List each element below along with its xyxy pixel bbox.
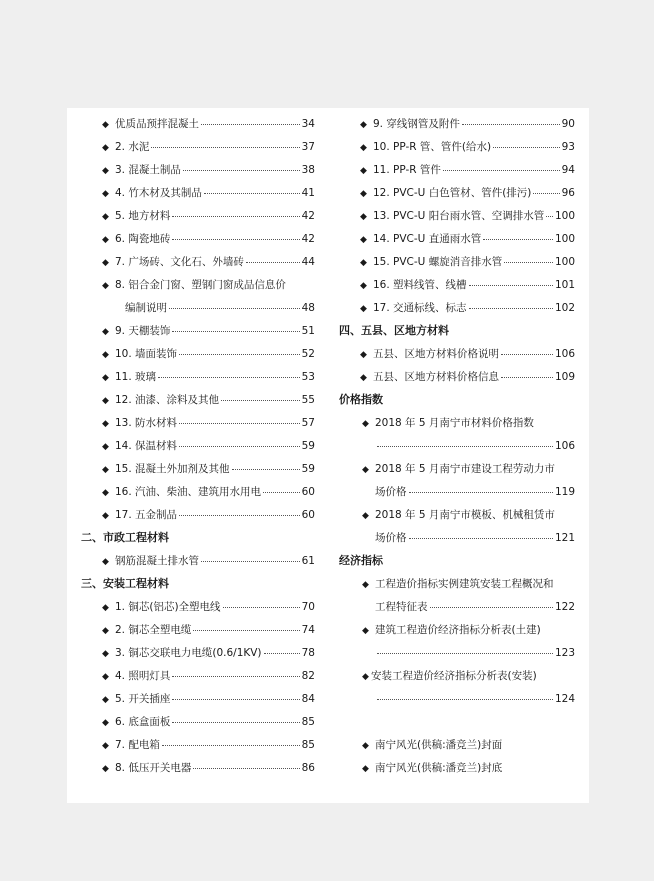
toc-entry[interactable]: ◆ 2018 年 5 月南宁市建设工程劳动力市 — [362, 461, 575, 478]
toc-entry[interactable]: ◆ 8. 铝合金门窗、塑钢门窗成品信息价 — [102, 277, 315, 294]
diamond-icon: ◆ — [362, 465, 369, 475]
diamond-icon: ◆ — [102, 281, 109, 291]
diamond-icon: ◆ — [362, 626, 369, 636]
toc-entry[interactable]: ◆ 4. 照明灯具 82 — [102, 668, 315, 685]
diamond-icon: ◆ — [102, 235, 109, 245]
toc-entry[interactable]: ◆ 9. 穿线钢管及附件 90 — [360, 116, 575, 133]
toc-entry[interactable]: ◆ 11. 玻璃 53 — [102, 369, 315, 386]
toc-entry-continuation[interactable]: 123 — [375, 645, 575, 661]
diamond-icon: ◆ — [360, 350, 367, 360]
toc-entry[interactable]: ◆ 10. 墙面装饰 52 — [102, 346, 315, 363]
diamond-icon: ◆ — [102, 442, 109, 452]
diamond-icon: ◆ — [360, 166, 367, 176]
toc-entry-continuation[interactable]: 场价格 119 — [375, 486, 575, 498]
toc-entry[interactable]: ◆ 工程造价指标实例建筑安装工程概况和 — [362, 576, 575, 593]
toc-entry[interactable]: ◆ 安装工程造价经济指标分析表(安装) — [362, 668, 575, 685]
toc-entry-continuation[interactable]: 124 — [375, 691, 575, 707]
diamond-icon: ◆ — [102, 649, 109, 659]
toc-entry[interactable]: ◆ 2018 年 5 月南宁市模板、机械租赁市 — [362, 507, 575, 524]
toc-entry[interactable]: ◆ 17. 五金制品 60 — [102, 507, 315, 524]
diamond-icon: ◆ — [362, 764, 369, 774]
diamond-icon: ◆ — [360, 189, 367, 199]
toc-entry-continuation[interactable]: 编制说明 48 — [125, 302, 315, 314]
toc-entry[interactable]: ◆ 13. 防水材料 57 — [102, 415, 315, 432]
diamond-icon: ◆ — [360, 143, 367, 153]
diamond-icon: ◆ — [102, 741, 109, 751]
toc-page — [67, 108, 589, 803]
diamond-icon: ◆ — [102, 557, 109, 567]
diamond-icon: ◆ — [102, 488, 109, 498]
diamond-icon: ◆ — [102, 511, 109, 521]
diamond-icon: ◆ — [102, 396, 109, 406]
toc-entry[interactable]: ◆ 10. PP-R 管、管件(给水) 93 — [360, 139, 575, 156]
diamond-icon: ◆ — [102, 419, 109, 429]
toc-entry[interactable]: ◆ 优质品预拌混凝土 34 — [102, 116, 315, 133]
diamond-icon: ◆ — [102, 258, 109, 268]
toc-entry[interactable]: ◆ 12. PVC-U 白色管材、管件(排污) 96 — [360, 185, 575, 202]
diamond-icon: ◆ — [362, 741, 369, 751]
toc-entry[interactable]: ◆ 2. 铜芯全塑电缆 74 — [102, 622, 315, 639]
toc-entry[interactable]: ◆ 7. 配电箱 85 — [102, 737, 315, 754]
toc-entry[interactable]: ◆ 7. 广场砖、文化石、外墙砖 44 — [102, 254, 315, 271]
toc-entry[interactable]: ◆ 15. PVC-U 螺旋消音排水管 100 — [360, 254, 575, 271]
diamond-icon: ◆ — [102, 465, 109, 475]
diamond-icon: ◆ — [360, 235, 367, 245]
toc-entry-continuation[interactable]: 工程特征表 122 — [375, 601, 575, 613]
diamond-icon: ◆ — [362, 580, 369, 590]
toc-entry[interactable]: ◆ 2018 年 5 月南宁市材料价格指数 — [362, 415, 575, 432]
diamond-icon: ◆ — [102, 672, 109, 682]
diamond-icon: ◆ — [102, 718, 109, 728]
diamond-icon: ◆ — [362, 511, 369, 521]
toc-entry[interactable]: ◆ 6. 底盒面板 85 — [102, 714, 315, 731]
diamond-icon: ◆ — [102, 327, 109, 337]
diamond-icon: ◆ — [102, 212, 109, 222]
diamond-icon: ◆ — [102, 626, 109, 636]
diamond-icon: ◆ — [102, 603, 109, 613]
diamond-icon: ◆ — [102, 120, 109, 130]
diamond-icon: ◆ — [360, 373, 367, 383]
diamond-icon: ◆ — [102, 166, 109, 176]
toc-entry[interactable]: ◆ 南宁风光(供稿:潘竞兰)封底 — [362, 760, 575, 777]
toc-entry[interactable]: ◆ 17. 交通标线、标志 102 — [360, 300, 575, 317]
diamond-icon: ◆ — [102, 189, 109, 199]
diamond-icon: ◆ — [362, 672, 369, 682]
section-heading: 三、安装工程材料 — [81, 577, 169, 590]
toc-entry[interactable]: ◆ 建筑工程造价经济指标分析表(土建) — [362, 622, 575, 639]
diamond-icon: ◆ — [102, 143, 109, 153]
diamond-icon: ◆ — [102, 350, 109, 360]
diamond-icon: ◆ — [102, 764, 109, 774]
diamond-icon: ◆ — [360, 212, 367, 222]
diamond-icon: ◆ — [360, 304, 367, 314]
toc-entry[interactable]: ◆ 16. 汽油、柴油、建筑用水用电 60 — [102, 484, 315, 501]
toc-entry[interactable]: ◆ 13. PVC-U 阳台雨水管、空调排水管 100 — [360, 208, 575, 225]
toc-entry-continuation[interactable]: 场价格 121 — [375, 532, 575, 544]
toc-entry[interactable]: ◆ 五县、区地方材料价格说明 106 — [360, 346, 575, 363]
toc-entry[interactable]: ◆ 12. 油漆、涂料及其他 55 — [102, 392, 315, 409]
toc-entry[interactable]: ◆ 五县、区地方材料价格信息 109 — [360, 369, 575, 386]
toc-entry[interactable]: ◆ 11. PP-R 管件 94 — [360, 162, 575, 179]
toc-entry[interactable]: ◆ 1. 铜芯(铝芯)全塑电线 70 — [102, 599, 315, 616]
diamond-icon: ◆ — [102, 373, 109, 383]
section-heading: 四、五县、区地方材料 — [339, 324, 449, 337]
diamond-icon: ◆ — [102, 695, 109, 705]
toc-entry[interactable]: ◆ 钢筋混凝土排水管 61 — [102, 553, 315, 570]
toc-entry[interactable]: ◆ 14. PVC-U 直通雨水管 100 — [360, 231, 575, 248]
section-heading: 经济指标 — [339, 554, 383, 567]
toc-entry[interactable]: ◆ 16. 塑料线管、线槽 101 — [360, 277, 575, 294]
diamond-icon: ◆ — [360, 281, 367, 291]
toc-entry[interactable]: ◆ 5. 地方材料 42 — [102, 208, 315, 225]
section-heading: 二、市政工程材料 — [81, 531, 169, 544]
toc-entry[interactable]: ◆ 6. 陶瓷地砖 42 — [102, 231, 315, 248]
toc-entry-continuation[interactable]: 106 — [375, 438, 575, 454]
toc-entry[interactable]: ◆ 南宁风光(供稿:潘竞兰)封面 — [362, 737, 575, 754]
toc-entry[interactable]: ◆ 9. 天棚装饰 51 — [102, 323, 315, 340]
toc-entry[interactable]: ◆ 14. 保温材料 59 — [102, 438, 315, 455]
toc-entry[interactable]: ◆ 3. 铜芯交联电力电缆(0.6/1KV) 78 — [102, 645, 315, 662]
toc-entry[interactable]: ◆ 15. 混凝土外加剂及其他 59 — [102, 461, 315, 478]
diamond-icon: ◆ — [360, 258, 367, 268]
toc-entry[interactable]: ◆ 2. 水泥 37 — [102, 139, 315, 156]
diamond-icon: ◆ — [360, 120, 367, 130]
toc-entry[interactable]: ◆ 4. 竹木材及其制品 41 — [102, 185, 315, 202]
toc-entry[interactable]: ◆ 3. 混凝土制品 38 — [102, 162, 315, 179]
toc-entry[interactable]: ◆ 8. 低压开关电器 86 — [102, 760, 315, 777]
diamond-icon: ◆ — [362, 419, 369, 429]
toc-entry[interactable]: ◆ 5. 开关插座 84 — [102, 691, 315, 708]
section-heading: 价格指数 — [339, 393, 383, 406]
